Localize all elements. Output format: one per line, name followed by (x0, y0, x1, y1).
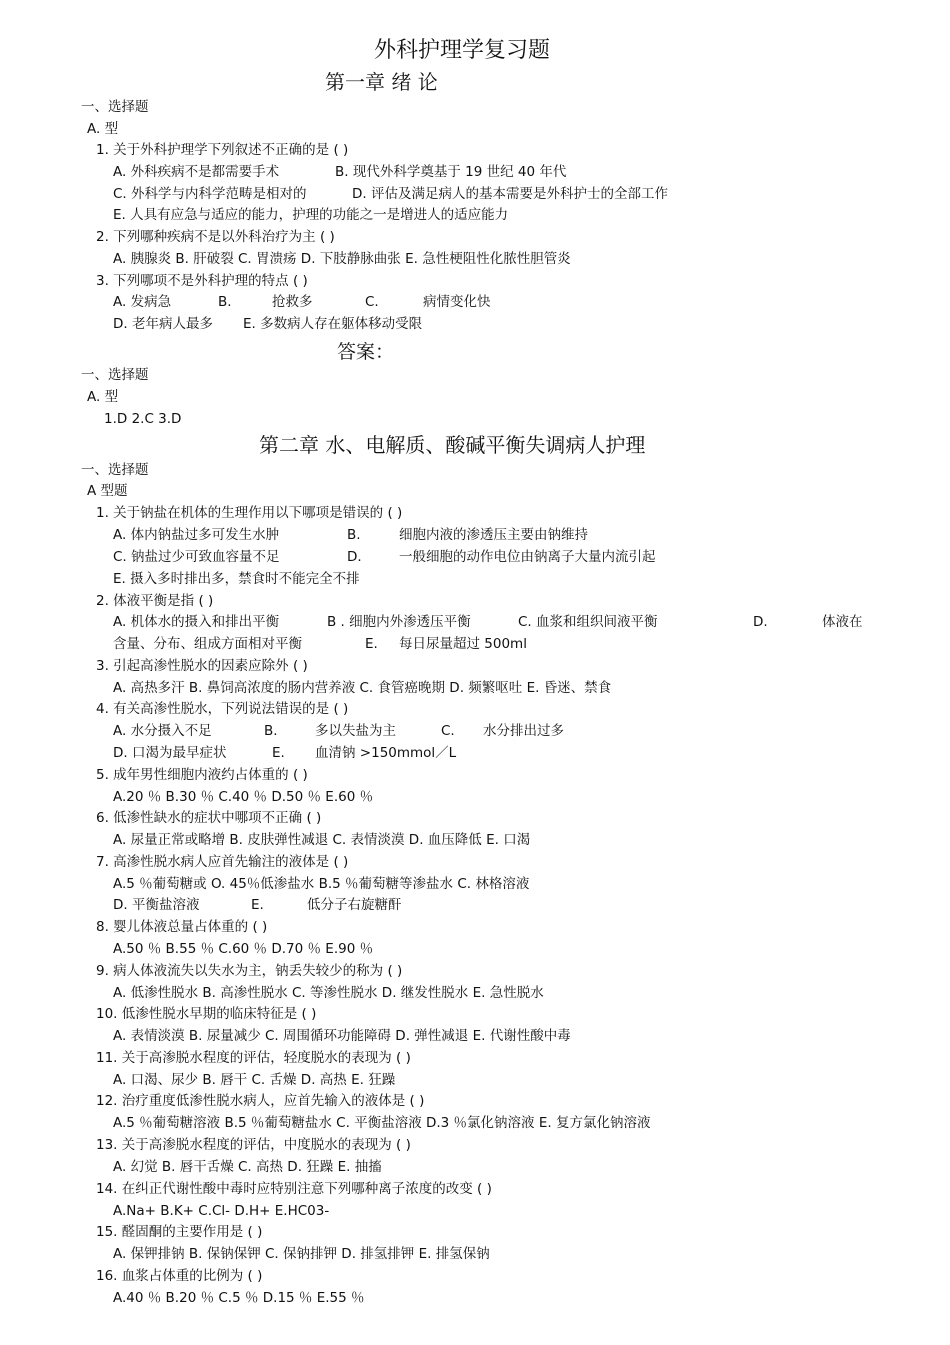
option-text: E. 人具有应急与适应的能力，护理的功能之一是增进人的适应能力 (113, 207, 509, 223)
question-stem: 11. 关于高渗脱水程度的评估，轻度脱水的表现为 ( ) (96, 1050, 411, 1066)
option-text: A.5 ％葡萄糖溶液 B.5 ％葡萄糖盐水 C. 平衡盐溶液 D.3 ％氯化钠溶液 E. 复方氯化钠溶液 (113, 1115, 651, 1131)
section-label: 一、选择题 (81, 367, 149, 383)
option-text: A.5 ％葡萄糖或 O. 45％低渗盐水 B.5 ％葡萄糖等渗盐水 C. 林格溶液 (113, 876, 530, 892)
option-text: B. 现代外科学奠基于 19 世纪 40 年代 (335, 164, 567, 180)
option-text: D. 评估及满足病人的基本需要是外科护士的全部工作 (352, 186, 668, 202)
option-text: 病情变化快 (423, 294, 491, 310)
option-text: C. 钠盐过少可致血容量不足 (113, 549, 280, 565)
answers-heading: 答案： (337, 341, 395, 363)
question-stem: 4. 有关高渗性脱水，下列说法错误的是 ( ) (96, 701, 349, 717)
option-text: A. 外科疾病不是都需要手术 (113, 164, 280, 180)
option-text: E. 多数病人存在躯体移动受限 (243, 316, 423, 332)
section-label: 一、选择题 (81, 99, 149, 115)
option-text: C. 血浆和组织间液平衡 (518, 614, 658, 630)
option-text: 含量、分布、组成方面相对平衡 (113, 636, 302, 652)
option-text: C. 外科学与内科学范畴是相对的 (113, 186, 307, 202)
answer-list: 1.D 2.C 3.D (104, 411, 182, 427)
question-stem: 1. 关于钠盐在机体的生理作用以下哪项是错误的 ( ) (96, 505, 403, 521)
option-text: 低分子右旋糖酐 (307, 897, 402, 913)
question-stem: 1. 关于外科护理学下列叙述不正确的是 ( ) (96, 142, 349, 158)
option-text: A. 保钾排钠 B. 保钠保钾 C. 保钠排钾 D. 排氢排钾 E. 排氢保钠 (113, 1246, 490, 1262)
option-text: 多以失盐为主 (315, 723, 396, 739)
question-type-label: A. 型 (87, 389, 119, 405)
question-stem: 10. 低渗性脱水早期的临床特征是 ( ) (96, 1006, 317, 1022)
question-stem: 3. 下列哪项不是外科护理的特点 ( ) (96, 273, 308, 289)
question-stem: 3. 引起高渗性脱水的因素应除外 ( ) (96, 658, 308, 674)
question-stem: 9. 病人体液流失以失水为主，钠丢失较少的称为 ( ) (96, 963, 403, 979)
option-text: A. 水分摄入不足 (113, 723, 212, 739)
option-text: 抢救多 (272, 294, 313, 310)
option-text: B . 细胞内外渗透压平衡 (327, 614, 471, 630)
option-text: A. 口渴、尿少 B. 唇干 C. 舌燥 D. 高热 E. 狂躁 (113, 1072, 396, 1088)
question-stem: 13. 关于高渗脱水程度的评估，中度脱水的表现为 ( ) (96, 1137, 411, 1153)
section-label: 一、选择题 (81, 462, 149, 478)
option-text: E. (272, 745, 285, 761)
option-text: D. (753, 614, 768, 630)
question-stem: 5. 成年男性细胞内液约占体重的 ( ) (96, 767, 308, 783)
option-text: A. 尿量正常或略增 B. 皮肤弹性减退 C. 表情淡漠 D. 血压降低 E. 口渴 (113, 832, 531, 848)
option-text: D. 平衡盐溶液 (113, 897, 200, 913)
option-text: A.20 ％ B.30 ％ C.40 ％ D.50 ％ E.60 ％ (113, 789, 374, 805)
option-text: 细胞内液的渗透压主要由钠维持 (399, 527, 588, 543)
option-text: E. 摄入多时排出多，禁食时不能完全不排 (113, 571, 360, 587)
option-text: A. 低渗性脱水 B. 高渗性脱水 C. 等渗性脱水 D. 继发性脱水 E. 急性脱水 (113, 985, 544, 1001)
option-text: 一般细胞的动作电位由钠离子大量内流引起 (399, 549, 656, 565)
option-text: 每日尿量超过 500ml (399, 636, 527, 652)
chapter-1-heading: 第一章 绪 论 (325, 70, 438, 94)
option-text: D. 老年病人最多 (113, 316, 213, 332)
option-text: D. 口渴为最早症状 (113, 745, 227, 761)
option-text: 水分排出过多 (483, 723, 564, 739)
option-text: A.Na+ B.K+ C.Cl- D.H+ E.HC03- (113, 1203, 330, 1219)
option-text: B. (347, 527, 361, 543)
option-text: A. 高热多汗 B. 鼻饲高浓度的肠内营养液 C. 食管癌晚期 D. 频繁呕吐 E. 昏迷、禁食 (113, 680, 612, 696)
question-stem: 16. 血浆占体重的比例为 ( ) (96, 1268, 263, 1284)
option-text: A. 体内钠盐过多可发生水肿 (113, 527, 280, 543)
option-text: A. 机体水的摄入和排出平衡 (113, 614, 280, 630)
option-text: B. (218, 294, 232, 310)
question-stem: 15. 醛固酮的主要作用是 ( ) (96, 1224, 263, 1240)
question-stem: 12. 治疗重度低渗性脱水病人，应首先输入的液体是 ( ) (96, 1093, 425, 1109)
option-text: C. (365, 294, 379, 310)
option-text: A.40 ％ B.20 ％ C.5 ％ D.15 ％ E.55 ％ (113, 1290, 365, 1306)
option-text: E. (251, 897, 264, 913)
question-type-label: A 型题 (87, 483, 128, 499)
chapter-2-heading: 第二章 水、电解质、酸碱平衡失调病人护理 (259, 433, 646, 457)
option-text: A. 幻觉 B. 唇干舌燥 C. 高热 D. 狂躁 E. 抽搐 (113, 1159, 382, 1175)
option-text: B. (264, 723, 278, 739)
option-text: A. 表情淡漠 B. 尿量减少 C. 周围循环功能障碍 D. 弹性减退 E. 代谢性酸中毒 (113, 1028, 571, 1044)
option-text: 血清钠 >150mmol／L (315, 745, 457, 761)
page-title: 外科护理学复习题 (374, 38, 551, 63)
option-text: A.50 ％ B.55 ％ C.60 ％ D.70 ％ E.90 ％ (113, 941, 374, 957)
question-stem: 6. 低渗性缺水的症状中哪项不正确 ( ) (96, 810, 322, 826)
option-text: A. 发病急 (113, 294, 172, 310)
option-text: C. (441, 723, 455, 739)
question-stem: 8. 婴儿体液总量占体重的 ( ) (96, 919, 268, 935)
question-type-label: A. 型 (87, 121, 119, 137)
option-text: D. (347, 549, 362, 565)
option-text: 体液在 (822, 614, 863, 630)
option-text: A. 胰腺炎 B. 肝破裂 C. 胃溃疡 D. 下肢静脉曲张 E. 急性梗阻性化脓性胆管炎 (113, 251, 571, 267)
question-stem: 2. 下列哪种疾病不是以外科治疗为主 ( ) (96, 229, 335, 245)
question-stem: 14. 在纠正代谢性酸中毒时应特别注意下列哪种离子浓度的改变 ( ) (96, 1181, 492, 1197)
option-text: E. (365, 636, 378, 652)
question-stem: 2. 体液平衡是指 ( ) (96, 593, 214, 609)
question-stem: 7. 高渗性脱水病人应首先输注的液体是 ( ) (96, 854, 349, 870)
